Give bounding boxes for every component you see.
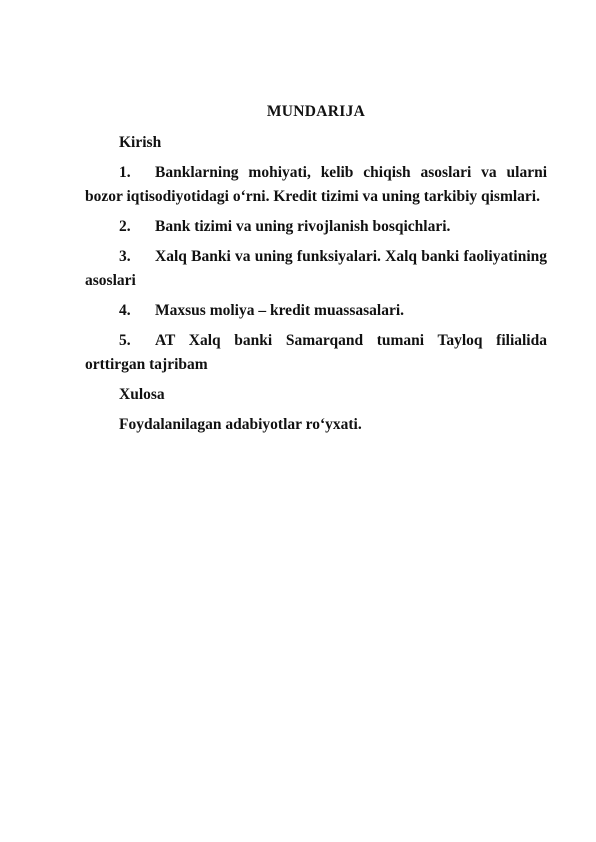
toc-entry-conclusion: Xulosa — [119, 386, 165, 403]
toc-entry-number: 4. — [119, 302, 131, 319]
toc-entry-number: 3. — [119, 248, 131, 265]
toc-entry-text: Xalq Banki va uning funksiyalari. Xalq banki faoliyatining asoslari — [85, 248, 547, 289]
toc-entry-number: 5. — [119, 332, 131, 349]
toc-entry-text: Bank tizimi va uning rivojlanish bosqichlari. — [155, 218, 451, 235]
toc-entry-1 — [85, 161, 547, 209]
toc-entry-text: AT Xalq banki Samarqand tumani Tayloq filialida orttirgan tajribam — [85, 332, 547, 373]
toc-entry-text: Banklarning mohiyati, kelib chiqish asoslari va ularni bozor iqtisodiyotidagi o‘rni. Kredit tizimi va uning tarkibiy qismlari. — [85, 164, 547, 205]
toc-entry-2 — [85, 215, 547, 239]
page-title: MUNDARIJA — [266, 103, 366, 120]
toc-entry-references: Foydalanilagan adabiyotlar ro‘yxati. — [119, 416, 362, 433]
table-of-contents — [85, 100, 547, 443]
toc-entry-text: Maxsus moliya – kredit muassasalari. — [155, 302, 405, 319]
toc-entry-number: 1. — [119, 164, 131, 181]
toc-entry-4 — [85, 299, 547, 323]
toc-entry-intro: Kirish — [119, 134, 162, 151]
toc-entry-3 — [85, 245, 547, 293]
toc-entry-5 — [85, 329, 547, 377]
toc-entry-number: 2. — [119, 218, 131, 235]
